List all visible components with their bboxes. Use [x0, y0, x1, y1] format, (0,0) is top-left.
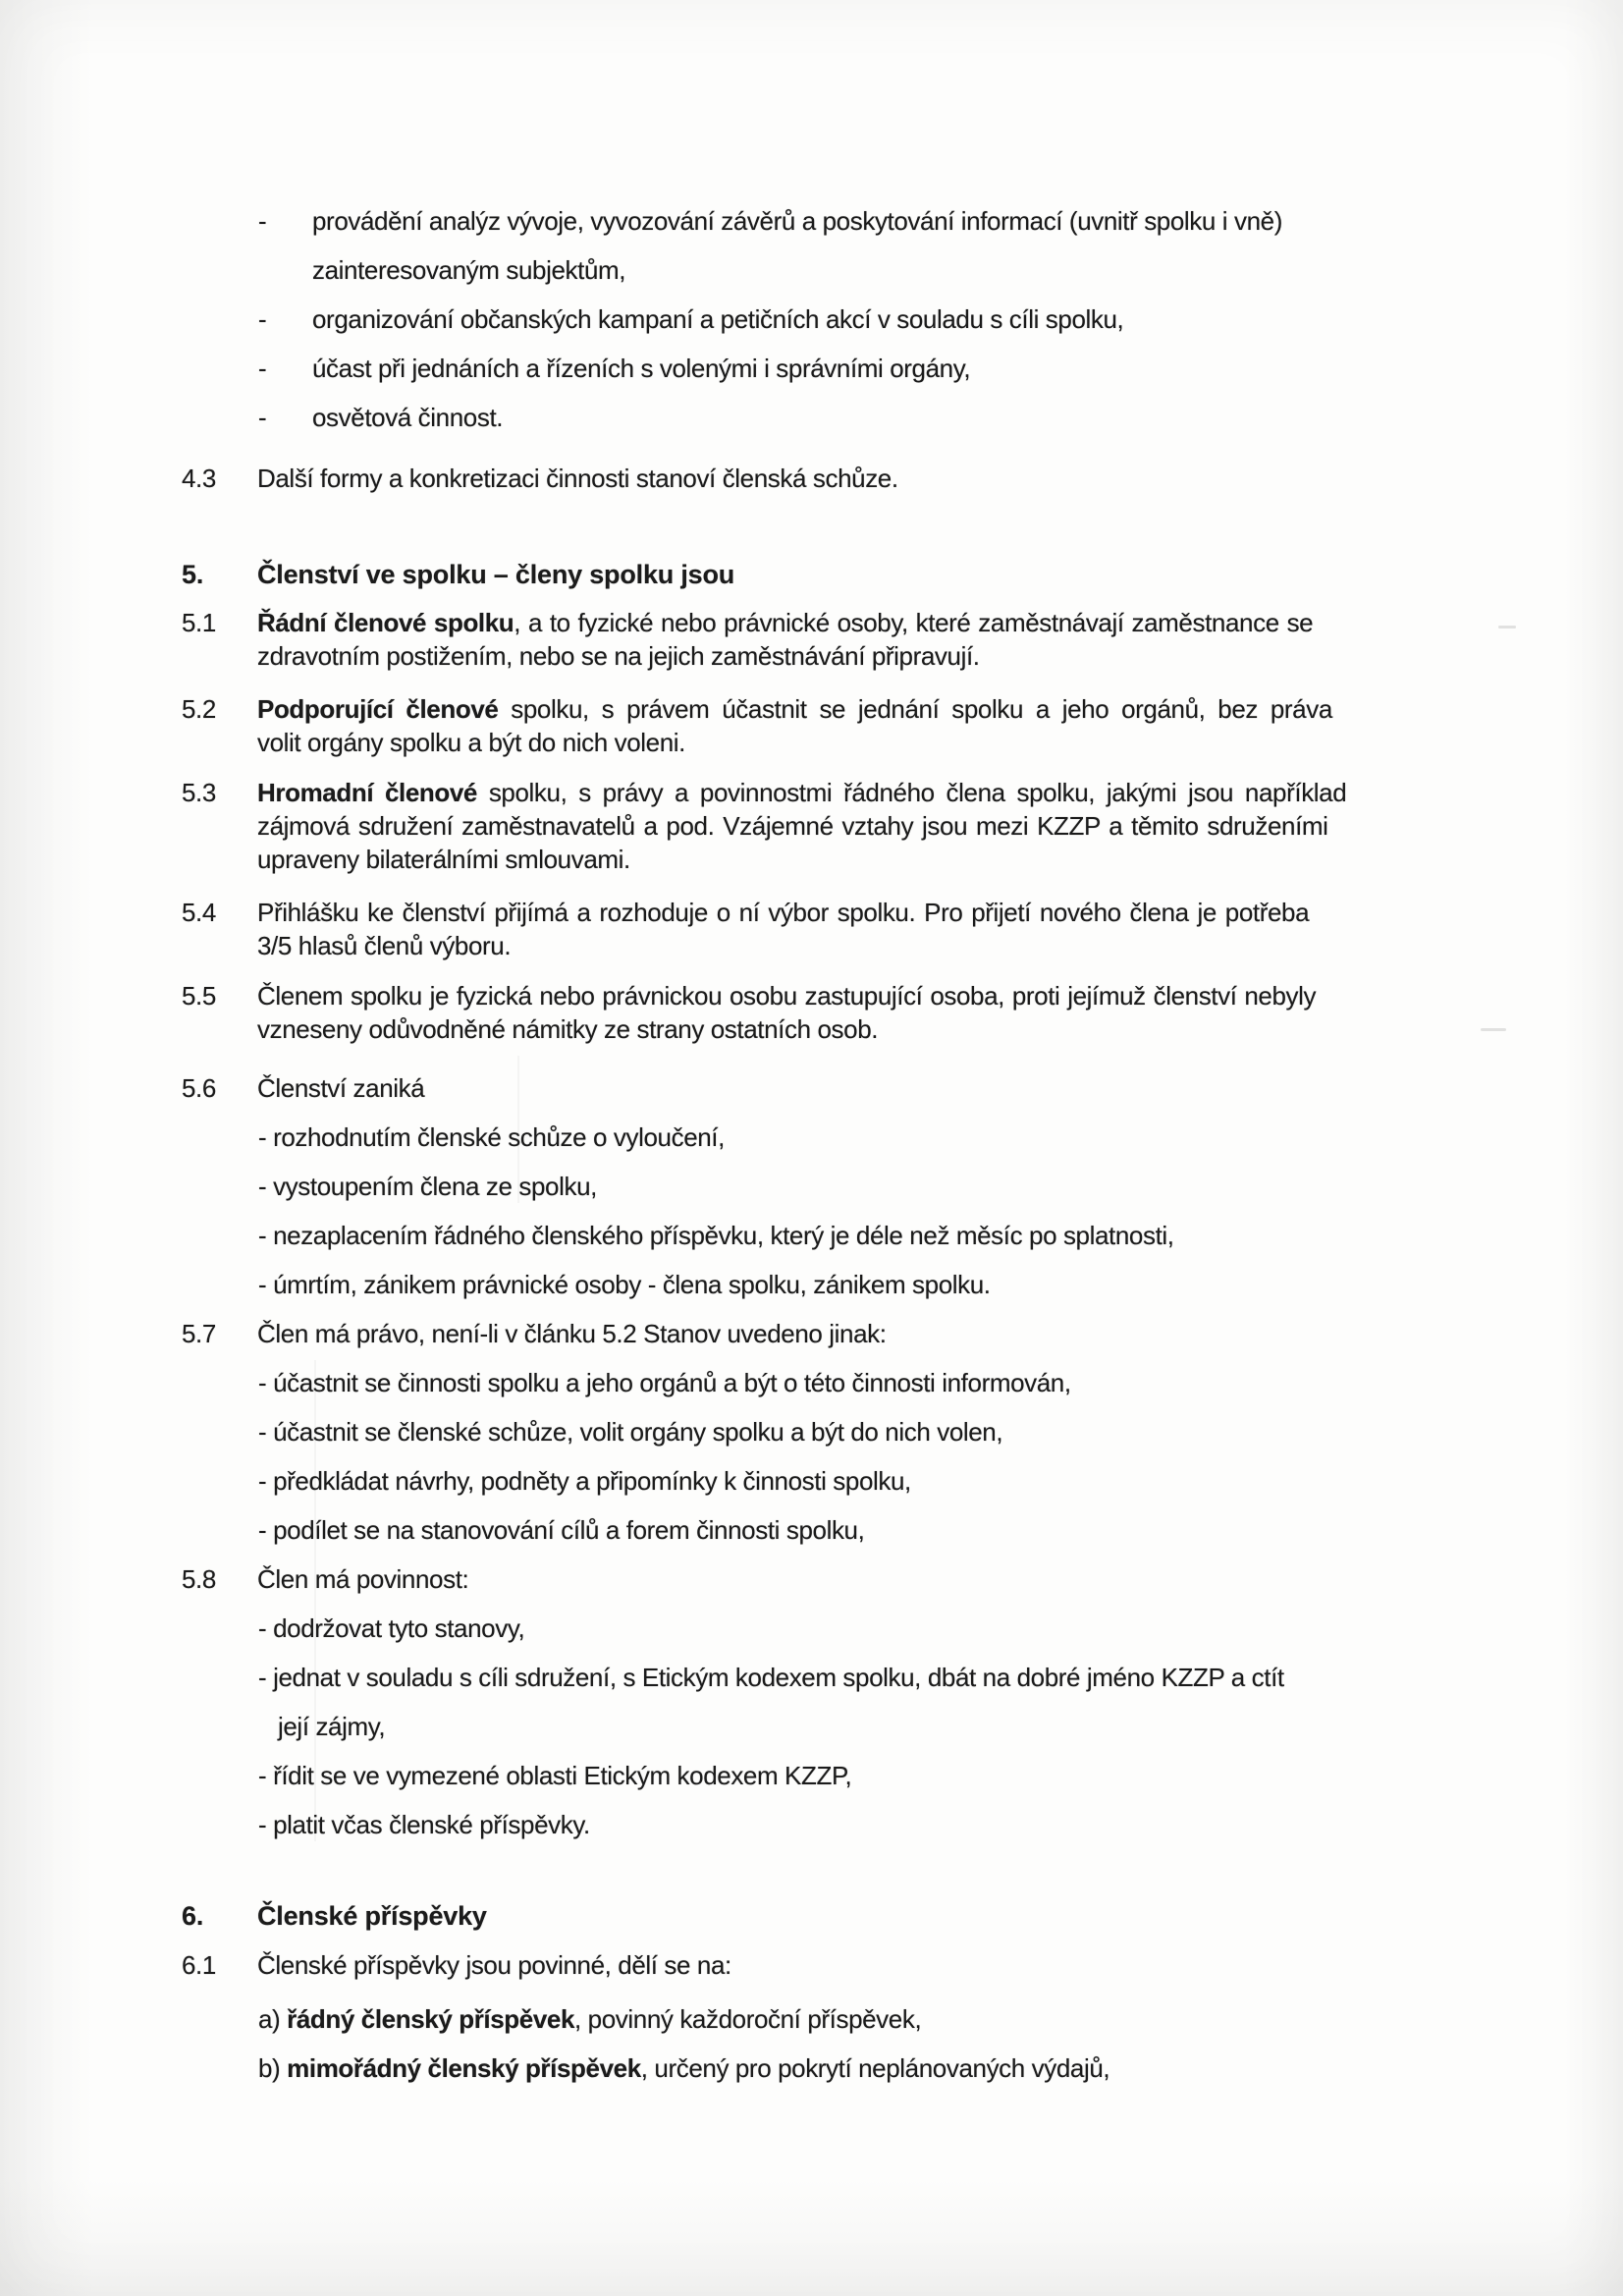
clause-text-line: upraveny bilaterálními smlouvami.	[257, 845, 630, 874]
bullet-dash: -	[258, 304, 267, 334]
clause-5-2	[182, 692, 1623, 759]
clause-5-5	[182, 979, 1623, 1046]
clause-5-6-title	[182, 1064, 1623, 1113]
list-item	[258, 393, 1623, 442]
bold-term: mimořádný členský příspěvek	[287, 2053, 641, 2083]
sub-bullet: - úmrtím, zánikem právnické osoby - člena spolku, zánikem spolku.	[258, 1270, 991, 1299]
bullet-dash-empty	[258, 246, 312, 295]
clause-text: spolku, s právy a povinnostmi řádného člena spolku, jakými jsou například	[477, 778, 1347, 807]
bold-term: řádný členský příspěvek	[287, 2004, 575, 2034]
sub-bullet-continuation: její zájmy,	[278, 1712, 386, 1741]
clause-5-8	[182, 1555, 1623, 1849]
list-item	[258, 344, 1623, 393]
list-item-continuation	[258, 246, 1623, 295]
clause-number: 5.8	[182, 1564, 216, 1594]
clause-5-1	[182, 606, 1623, 673]
bullet-dash: -	[258, 354, 267, 383]
list-item	[258, 196, 1623, 246]
activity-bullet-list	[258, 196, 1623, 442]
bold-term: Hromadní členové	[257, 778, 477, 807]
sub-bullet: - účastnit se činnosti spolku a jeho orgánů a být o této činnosti informován,	[258, 1368, 1071, 1397]
clause-5-6	[182, 1064, 1623, 1309]
clause-text: Člen má právo, není-li v článku 5.2 Stanov uvedeno jinak:	[257, 1319, 887, 1348]
clause-text-line: 3/5 hlasů členů výboru.	[257, 931, 512, 960]
fee-item-a	[258, 1995, 1623, 2044]
scan-artifact	[517, 1056, 519, 1203]
sub-bullet: - rozhodnutím členské schůze o vyloučení,	[258, 1122, 725, 1152]
clause-5-3	[182, 776, 1623, 876]
sub-bullet: - dodržovat tyto stanovy,	[258, 1613, 525, 1643]
clause-4-3	[182, 454, 1623, 503]
item-letter: b)	[258, 2053, 288, 2083]
sub-bullet: - účastnit se členské schůze, volit orgány spolku a být do nich volen,	[258, 1417, 1003, 1447]
sub-bullet: - nezaplacením řádného členského příspěvku, který je déle než měsíc po splatnosti,	[258, 1221, 1174, 1250]
section-6-heading	[182, 1891, 1623, 1941]
clause-text-line: vzneseny odůvodněné námitky ze strany ostatních osob.	[257, 1014, 879, 1044]
clause-text-line: zájmová sdružení zaměstnavatelů a pod. Vzájemné vztahy jsou mezi KZZP a těmito sdruženími	[257, 811, 1328, 841]
clause-text-line: volit orgány spolku a být do nich voleni.	[257, 728, 685, 757]
item-text: , určený pro pokrytí neplánovaných výdajů,	[640, 2053, 1110, 2083]
list-item-text: organizování občanských kampaní a petičních akcí v souladu s cíli spolku,	[312, 304, 1124, 334]
clause-number: 5.1	[182, 608, 216, 637]
clause-6-1	[182, 1941, 1623, 1990]
list-item	[258, 295, 1623, 344]
scan-artifact	[1481, 1028, 1506, 1031]
fee-item-b	[258, 2044, 1623, 2093]
clause-text-line	[257, 692, 1623, 726]
bold-term: Podporující členové	[257, 694, 499, 724]
clause-number: 4.3	[182, 464, 216, 493]
clause-text: spolku, s právem účastnit se jednání spolku a jeho orgánů, bez práva	[498, 694, 1332, 724]
clause-number: 5.4	[182, 898, 216, 927]
clause-text-line	[257, 606, 1623, 639]
clause-number: 5.3	[182, 778, 216, 807]
sub-bullet: - řídit se ve vymezené oblasti Etickým kodexem KZZP,	[258, 1761, 852, 1790]
item-text: , povinný každoroční příspěvek,	[574, 2004, 922, 2034]
clause-text: Členské příspěvky jsou povinné, dělí se na:	[257, 1950, 731, 1980]
clause-text-line: zdravotním postižením, nebo se na jejich zaměstnávání připravují.	[257, 641, 980, 671]
clause-5-7-title	[182, 1309, 1623, 1358]
clause-text: Členství zaniká	[257, 1073, 425, 1103]
bullet-dash: -	[258, 403, 267, 432]
clause-5-8-title	[182, 1555, 1623, 1604]
clause-number: 5.7	[182, 1319, 216, 1348]
clause-text-line: Členem spolku je fyzická nebo právnickou osobu zastupující osoba, proti jejímuž členství nebyly	[257, 981, 1317, 1011]
sub-bullet: - vystoupením člena ze spolku,	[258, 1172, 597, 1201]
section-title: Členské příspěvky	[257, 1901, 487, 1931]
clause-text: , a to fyzické nebo právnické osoby, které zaměstnávají zaměstnance se	[514, 608, 1314, 637]
item-letter: a)	[258, 2004, 288, 2034]
clause-text: Člen má povinnost:	[257, 1564, 469, 1594]
scan-artifact	[314, 1360, 316, 1841]
clause-5-4	[182, 896, 1623, 962]
clause-text-line: Přihlášku ke členství přijímá a rozhoduje o ní výbor spolku. Pro přijetí nového člena je potřeba	[257, 898, 1310, 927]
clause-number: 5.6	[182, 1073, 216, 1103]
section-number: 5.	[182, 560, 204, 589]
clause-text: Další formy a konkretizaci činnosti stanoví členská schůze.	[257, 464, 898, 493]
list-item-text: osvětová činnost.	[312, 403, 504, 432]
scan-edge-shading	[0, 2178, 1623, 2296]
list-item-text: zainteresovaným subjektům,	[312, 255, 626, 285]
scan-artifact	[1498, 626, 1516, 629]
section-title: Členství ve spolku – členy spolku jsou	[257, 560, 735, 589]
scan-edge-shading	[1564, 0, 1623, 2296]
clause-number: 5.2	[182, 694, 216, 724]
section-number: 6.	[182, 1901, 204, 1931]
sub-bullet: - jednat v souladu s cíli sdružení, s Etickým kodexem spolku, dbát na dobré jméno KZZP a ctít	[258, 1663, 1284, 1692]
sub-bullet: - předkládat návrhy, podněty a připomínky k činnosti spolku,	[258, 1466, 911, 1496]
clause-text-line	[257, 776, 1623, 809]
sub-bullet: - podílet se na stanovování cílů a forem činnosti spolku,	[258, 1515, 865, 1545]
scan-edge-shading	[0, 0, 93, 2296]
sub-bullet: - platit včas členské příspěvky.	[258, 1810, 590, 1839]
bold-term: Řádní členové spolku	[257, 608, 514, 637]
clause-number: 6.1	[182, 1950, 216, 1980]
section-5-heading	[182, 550, 1623, 599]
clause-number: 5.5	[182, 981, 216, 1011]
list-item-text: provádění analýz vývoje, vyvozování závěrů a poskytování informací (uvnitř spolku i vně)	[312, 206, 1282, 236]
clause-5-7	[182, 1309, 1623, 1555]
list-item-text: účast při jednáních a řízeních s volenými i správními orgány,	[312, 354, 971, 383]
bullet-dash: -	[258, 206, 267, 236]
